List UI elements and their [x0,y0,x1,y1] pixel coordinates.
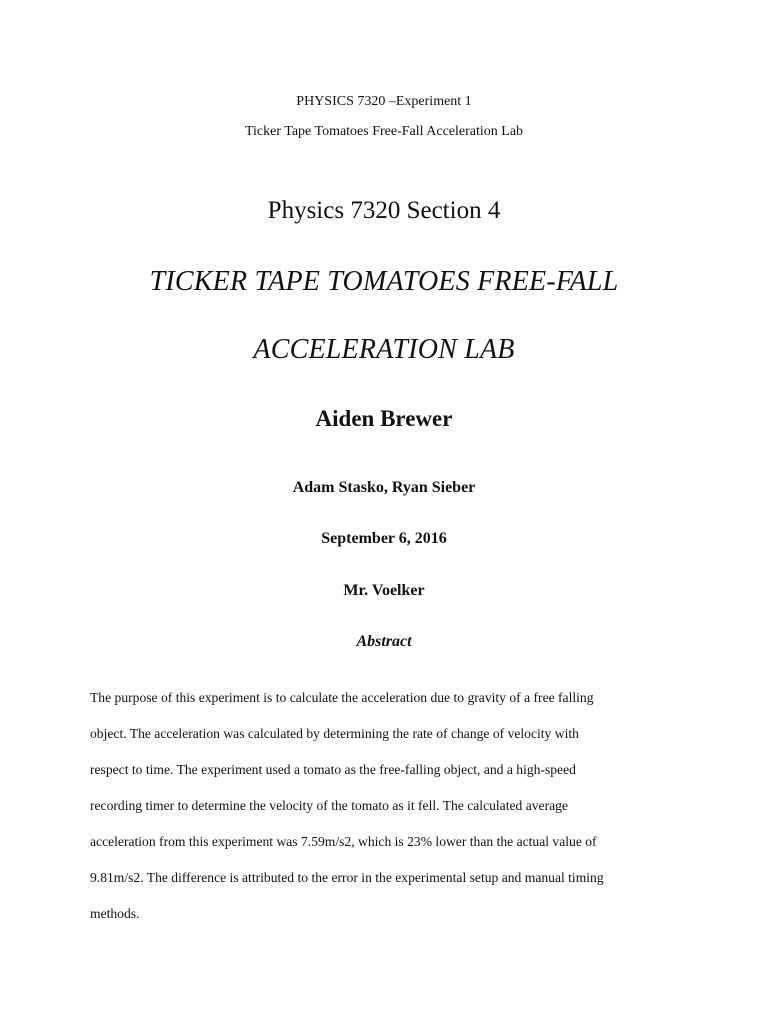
author-name: Aiden Brewer [315,406,453,431]
running-header-lab-title: Ticker Tape Tomatoes Free-Fall Acceleration Lab [244,124,524,139]
abstract-line: respect to time. The experiment used a tomato as the free-falling object, and a high-speed [90,762,576,777]
abstract-line: object. The acceleration was calculated by determining the rate of change of velocity with [90,726,579,741]
teacher-name: Mr. Voelker [343,582,425,599]
report-title-line-2: ACCELERATION LAB [253,334,515,365]
report-date: September 6, 2016 [321,530,447,547]
running-header-experiment: PHYSICS 7320 –Experiment 1 [296,94,472,109]
abstract-line: acceleration from this experiment was 7.59m/s2, which is 23% lower than the actual value of [90,834,597,849]
abstract-heading: Abstract [356,633,412,650]
abstract-body [90,680,680,932]
abstract-line: recording timer to determine the velocity of the tomato as it fell. The calculated average [90,798,568,813]
course-section: Physics 7320 Section 4 [267,197,501,224]
abstract-line: 9.81m/s2. The difference is attributed to the error in the experimental setup and manual timing [90,870,604,885]
abstract-line: The purpose of this experiment is to calculate the acceleration due to gravity of a free falling [90,690,594,705]
abstract-line: methods. [90,906,140,921]
report-title-line-1: TICKER TAPE TOMATOES FREE-FALL [149,266,619,297]
lab-partners: Adam Stasko, Ryan Sieber [292,479,476,496]
